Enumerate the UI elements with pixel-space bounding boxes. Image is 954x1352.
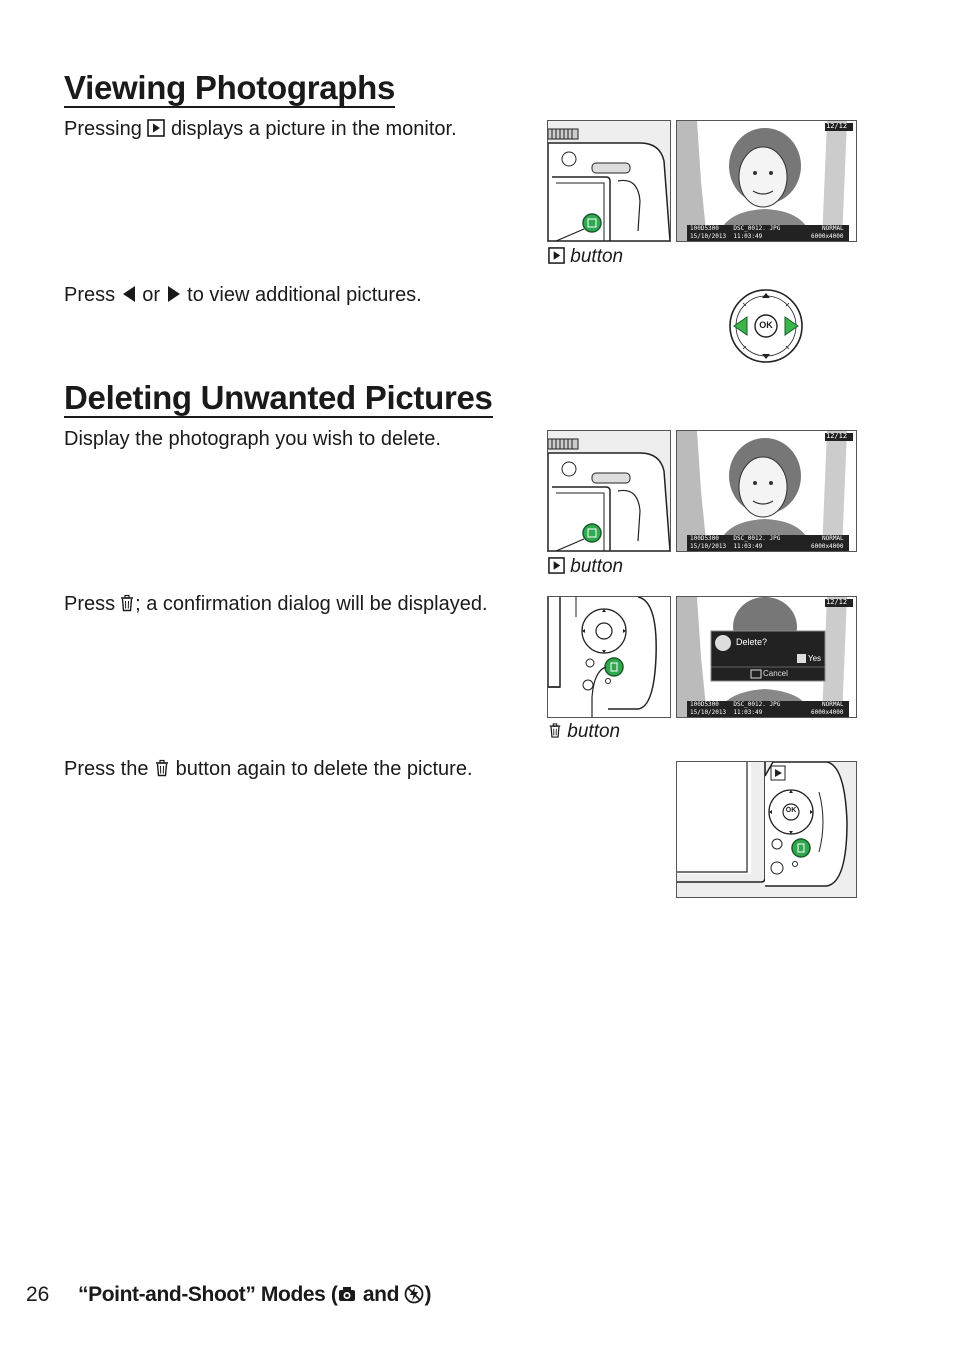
trash-icon xyxy=(119,594,135,612)
camera-back-delete-illustration xyxy=(547,596,671,718)
auto-mode-icon xyxy=(337,1284,357,1304)
caption-text: button xyxy=(567,721,621,742)
monitor-delete-dialog xyxy=(676,596,857,718)
monitor-size: 6000x4000 xyxy=(811,233,844,240)
caption-text: button xyxy=(570,246,624,267)
monitor-datetime: 15/10/2013 11:03:49 xyxy=(690,543,763,550)
trash-icon xyxy=(548,722,562,739)
playback-icon xyxy=(147,119,165,137)
caption-playback-button-1 xyxy=(548,246,623,268)
monitor-file-info: 100D5300 DSC_0012. JPG xyxy=(690,701,781,708)
heading-viewing-photographs: Viewing Photographs xyxy=(64,69,396,106)
ok-button-label: OK xyxy=(759,320,773,330)
flash-off-mode-icon xyxy=(404,1284,424,1304)
right-arrow-icon xyxy=(166,285,182,303)
monitor-size: 6000x4000 xyxy=(811,543,844,550)
monitor-quality: NORMAL xyxy=(822,701,844,708)
step-text-before: Press the xyxy=(64,758,149,780)
monitor-quality: NORMAL xyxy=(822,535,844,542)
monitor-portrait-2 xyxy=(676,430,857,552)
monitor-counter: 12/12 xyxy=(826,598,848,606)
step-viewing-2 xyxy=(64,283,422,307)
footer-title-mid: and xyxy=(357,1283,405,1306)
monitor-quality: NORMAL xyxy=(822,225,844,232)
left-arrow-icon xyxy=(121,285,137,303)
step-text-before: Pressing xyxy=(64,118,142,140)
footer-title-before: “Point-and-Shoot” Modes ( xyxy=(78,1283,338,1306)
page-footer xyxy=(26,1283,626,1309)
footer-chapter-title xyxy=(78,1283,431,1307)
step-deleting-1: Display the photograph you wish to delete. xyxy=(64,428,441,450)
camera-back-playback-illustration-2 xyxy=(547,430,671,552)
heading-deleting-unwanted-pictures: Deleting Unwanted Pictures xyxy=(64,379,493,416)
step-viewing-1 xyxy=(64,117,457,141)
step-text-mid: or xyxy=(142,284,161,306)
step-text-after: displays a picture in the monitor. xyxy=(170,118,457,140)
camera-back-delete-closeup xyxy=(676,761,857,898)
page-number: 26 xyxy=(26,1283,50,1306)
step-deleting-3 xyxy=(64,757,473,781)
step-text-before: Press xyxy=(64,284,116,306)
footer-title-after: ) xyxy=(424,1283,432,1306)
caption-playback-button-2 xyxy=(548,556,623,578)
trash-icon xyxy=(154,759,170,777)
monitor-size: 6000x4000 xyxy=(811,709,844,716)
dialog-title: Delete? xyxy=(736,637,768,647)
monitor-file-info: 100D5300 DSC_0012. JPG xyxy=(690,225,781,232)
multi-selector-illustration xyxy=(728,288,804,364)
dialog-yes-option: Yes xyxy=(808,654,822,663)
monitor-counter: 12/12 xyxy=(826,122,848,130)
step-text-after: button again to delete the picture. xyxy=(175,758,473,780)
step-text-before: Press xyxy=(64,593,116,615)
step-deleting-2 xyxy=(64,592,488,616)
step-text-after: ; a confirmation dialog will be displayed. xyxy=(135,593,488,615)
monitor-counter: 12/12 xyxy=(826,432,848,440)
monitor-datetime: 15/10/2013 11:03:49 xyxy=(690,233,763,240)
ok-button-label: OK xyxy=(785,807,797,814)
dialog-cancel-option: Cancel xyxy=(763,669,788,678)
camera-back-playback-illustration xyxy=(547,120,671,242)
step-text-after: to view additional pictures. xyxy=(187,284,422,306)
monitor-portrait-1 xyxy=(676,120,857,242)
monitor-datetime: 15/10/2013 11:03:49 xyxy=(690,709,763,716)
monitor-file-info: 100D5300 DSC_0012. JPG xyxy=(690,535,781,542)
playback-icon xyxy=(548,557,565,574)
caption-delete-button xyxy=(548,721,620,743)
playback-icon xyxy=(548,247,565,264)
caption-text: button xyxy=(570,556,624,577)
